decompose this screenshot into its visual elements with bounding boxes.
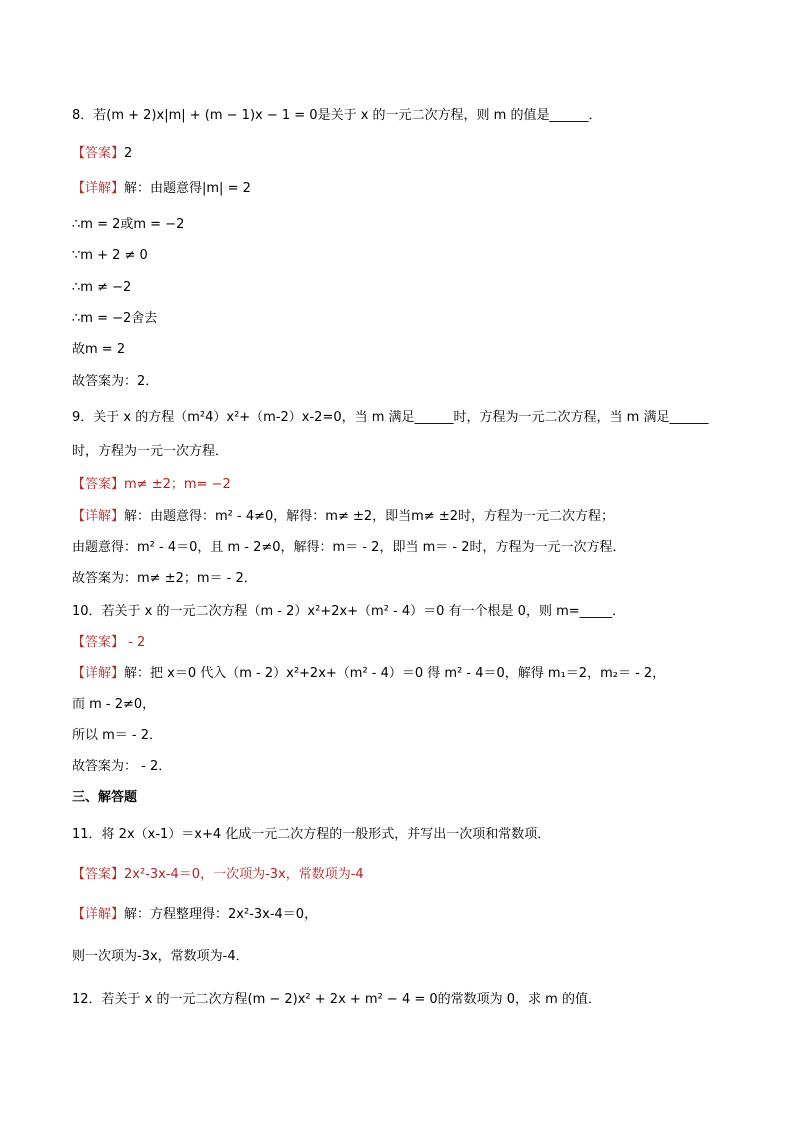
explanation-8-line-4: ∴m ≠ −2 <box>72 280 132 295</box>
explanation-text: 解：由题意得|m| = 2 <box>124 181 251 196</box>
explanation-8-line-5: ∴m = −2舍去 <box>72 311 158 326</box>
answer-value: 2x²-3x-4＝0，一次项为-3x，常数项为-4 <box>124 867 364 882</box>
final-answer-8: 故答案为：2． <box>72 374 159 389</box>
question-11: 11．将 2x（x-1）＝x+4 化成一元二次方程的一般形式，并写出一次项和常数项． <box>72 827 551 842</box>
answer-tag: 【答案】 <box>72 477 125 492</box>
explanation-tag: 【详解】 <box>72 907 125 922</box>
explanation-tag: 【详解】 <box>72 181 125 196</box>
answer-tag: 【答案】 <box>72 635 125 650</box>
question-10: 10．若关于 x 的一元二次方程（m - 2）x²+2x+（m² - 4）＝0 有一个根是 0，则 m=_____． <box>72 604 626 619</box>
explanation-9 <box>72 508 614 526</box>
explanation-text: 解：方程整理得：2x²-3x-4＝0， <box>124 907 318 922</box>
final-answer-9: 故答案为：m≠ ±2；m＝ - 2． <box>72 571 257 586</box>
question-9: 9．关于 x 的方程（m²4）x²+（m-2）x-2=0，当 m 满足______时，方程为一元二次方程，当 m 满足______ <box>72 410 709 425</box>
explanation-10-line-2: 而 m - 2≠0， <box>72 697 156 712</box>
explanation-8-line-2: ∴m = 2或m = −2 <box>72 217 185 232</box>
explanation-11 <box>72 906 317 924</box>
answer-value: 2 <box>124 146 133 161</box>
explanation-text: 解：把 x＝0 代入（m - 2）x²+2x+（m² - 4）＝0 得 m² - 4＝0，解得 m₁＝2，m₂＝ - 2， <box>124 666 666 681</box>
final-answer-10: 故答案为： - 2． <box>72 759 172 774</box>
explanation-11-line-2: 则一次项为-3x，常数项为-4． <box>72 949 249 964</box>
answer-8 <box>72 145 132 163</box>
explanation-9-line-2: 由题意得：m² - 4＝0，且 m - 2≠0，解得：m＝ - 2，即当 m＝ - 2时，方程为一元一次方程． <box>72 540 626 555</box>
answer-9 <box>72 476 231 494</box>
question-9-line-2: 时，方程为一元一次方程． <box>72 444 229 459</box>
answer-11 <box>72 866 364 884</box>
explanation-tag: 【详解】 <box>72 509 125 524</box>
answer-10 <box>72 634 145 652</box>
question-8: 8．若(m + 2)x|m| + (m − 1)x − 1 = 0是关于 x 的一元二次方程，则 m 的值是______． <box>72 108 602 123</box>
section-heading: 三、解答题 <box>72 790 138 805</box>
answer-value: - 2 <box>124 635 146 650</box>
explanation-10 <box>72 665 665 683</box>
answer-tag: 【答案】 <box>72 867 125 882</box>
question-12: 12．若关于 x 的一元二次方程(m − 2)x² + 2x + m² − 4 = 0的常数项为 0，求 m 的值． <box>72 992 601 1007</box>
explanation-8-line-6: 故m = 2 <box>72 342 126 357</box>
explanation-tag: 【详解】 <box>72 666 125 681</box>
explanation-8 <box>72 180 251 198</box>
answer-value: m≠ ±2；m= −2 <box>124 477 231 492</box>
explanation-8-line-3: ∵m + 2 ≠ 0 <box>72 248 148 263</box>
answer-tag: 【答案】 <box>72 146 125 161</box>
explanation-text: 解：由题意得：m² - 4≠0，解得：m≠ ±2，即当m≠ ±2时，方程为一元二次方程； <box>124 509 614 524</box>
explanation-10-line-3: 所以 m＝ - 2． <box>72 728 163 743</box>
